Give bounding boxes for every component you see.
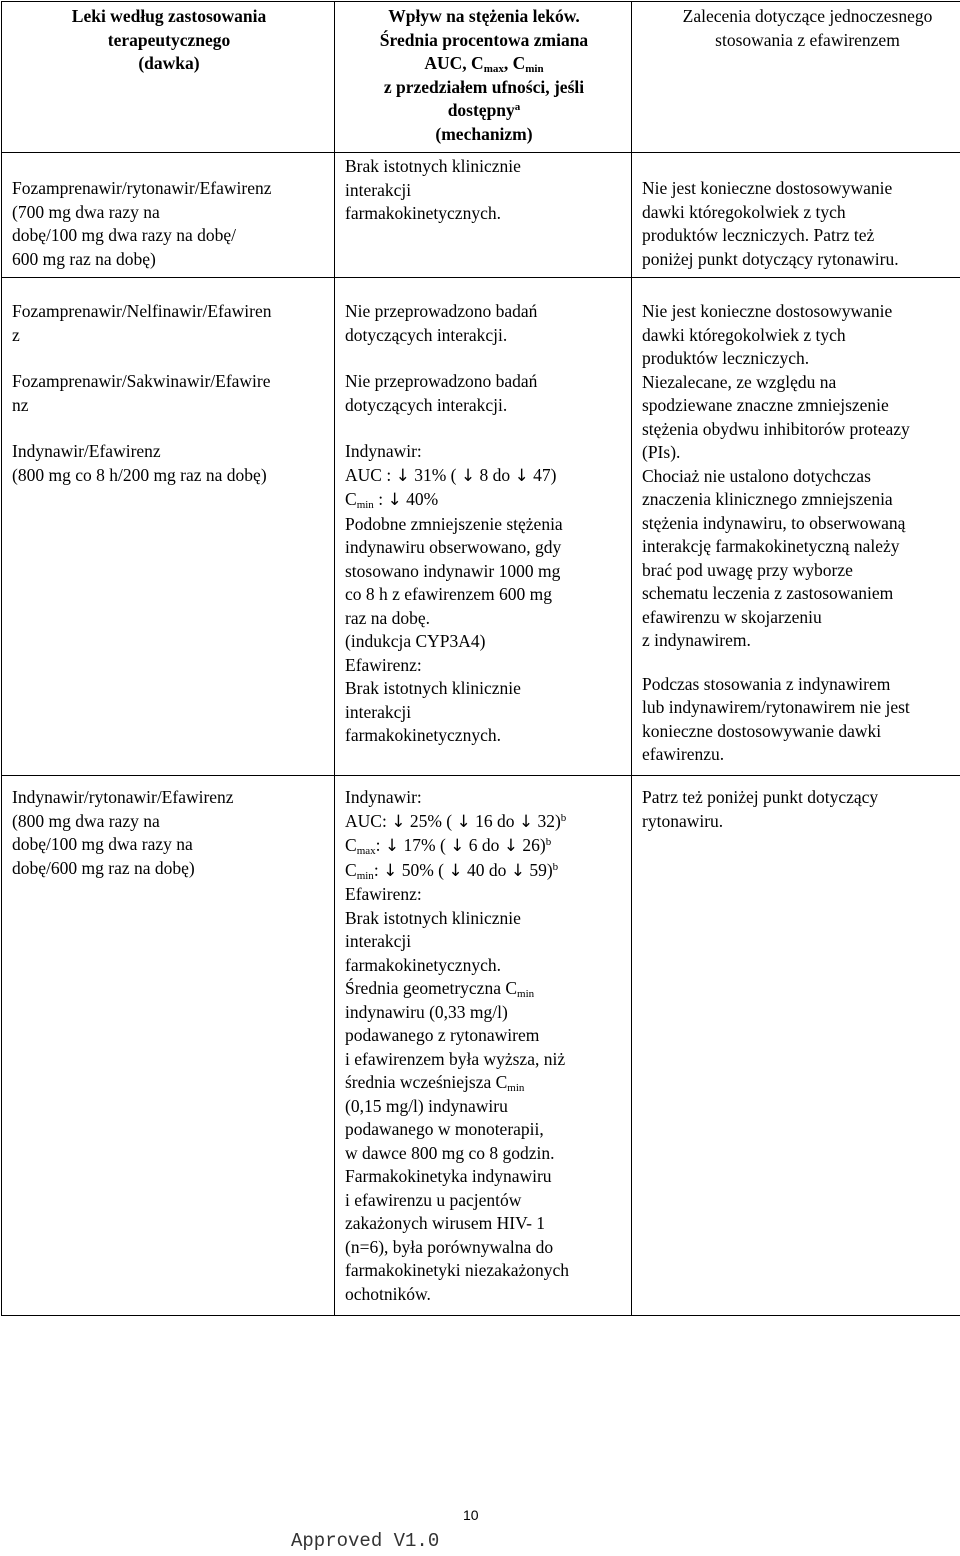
effect-text: interakcji xyxy=(345,931,412,951)
rec-text: poniżej punkt dotyczący rytonawiru. xyxy=(642,248,899,269)
cmax-line: $C_{max}$: ↓ 17% ( ↓ 6 do ↓ 26)$^b$ xyxy=(345,835,552,857)
drug-text: z xyxy=(12,324,20,345)
effect-text: Indynawir: xyxy=(345,441,422,461)
effect-text: dotyczących interakcji. xyxy=(345,324,508,345)
effect-text: raz na dobę. xyxy=(345,607,431,628)
down-arrow-icon: ↓ xyxy=(395,465,410,486)
effect-text: Podobne zmniejszenie stężenia xyxy=(345,513,563,534)
rec-text: produktów leczniczych. Patrz też xyxy=(642,225,875,245)
down-arrow-icon: ↓ xyxy=(391,811,406,832)
rec-text: produktów leczniczych. xyxy=(642,348,810,368)
drug-text: dobę/100 mg dwa razy na xyxy=(12,834,193,854)
effect-text: indynawiru (0,33 mg/l) xyxy=(345,1001,508,1022)
page-number: 10 xyxy=(463,1507,479,1523)
header-text: dostępny$^a$ xyxy=(447,100,521,120)
recommendation-cell xyxy=(632,776,960,1316)
rec-text: stężenia obydwu inhibitorów proteazy xyxy=(642,418,910,439)
effect-text: Nie przeprowadzono badań xyxy=(345,301,538,321)
header-text: Średnia procentowa zmiana xyxy=(379,29,589,50)
down-arrow-icon: ↓ xyxy=(510,860,525,881)
drug-text: Indynawir/rytonawir/Efawirenz xyxy=(12,787,234,807)
effect-text: ochotników. xyxy=(345,1283,431,1304)
down-arrow-icon: ↓ xyxy=(518,811,534,832)
auc-line: AUC : ↓ 31% ( ↓ 8 do ↓ 47) xyxy=(345,464,557,486)
rec-text: konieczne dostosowywanie dawki xyxy=(642,720,882,741)
effect-text: interakcji xyxy=(345,701,412,722)
drug-text: (700 mg dwa razy na xyxy=(12,201,160,222)
effect-text: indynawiru obserwowano, gdy xyxy=(345,537,562,557)
effect-text: farmakokinetycznych. xyxy=(345,954,501,975)
effect-text: stosowano indynawir 1000 mg xyxy=(345,560,561,581)
effect-cell xyxy=(335,278,632,776)
cmin-line: $C_{min}$: ↓ 50% ( ↓ 40 do ↓ 59)$^b$ xyxy=(345,859,559,882)
rec-text: brać pod uwagę przy wyborze xyxy=(642,559,853,580)
header-recommendations xyxy=(632,2,960,153)
rec-text: znaczenia klinicznego zmniejszenia xyxy=(642,489,893,509)
down-arrow-icon: ↓ xyxy=(503,836,519,856)
header-text: (dawka) xyxy=(138,53,200,73)
effect-text: (indukcja CYP3A4) xyxy=(345,631,486,651)
effect-text: Średnia geometryczna $C_{min}$ xyxy=(345,978,535,1000)
down-arrow-icon: ↓ xyxy=(448,860,463,881)
down-arrow-icon: ↓ xyxy=(514,465,529,486)
header-text: Zalecenia dotyczące jednoczesnego xyxy=(682,6,933,26)
effect-text: i efawirenzem była wyższa, niż xyxy=(345,1048,566,1069)
effect-text: i efawirenzu u pacjentów xyxy=(345,1189,522,1210)
rec-text: Podczas stosowania z indynawirem xyxy=(642,673,891,694)
effect-text: farmakokinetyki niezakażonych xyxy=(345,1260,569,1280)
rec-text: efawirenzu. xyxy=(642,744,725,764)
rec-text: efawirenzu w skojarzeniu xyxy=(642,606,822,627)
drug-cell xyxy=(2,776,335,1316)
rec-text: dawki któregokolwiek z tych xyxy=(642,324,846,345)
effect-text: dotyczących interakcji. xyxy=(345,394,508,415)
drug-text: nz xyxy=(12,394,29,415)
header-drugs xyxy=(2,2,335,153)
effect-text: Indynawir: xyxy=(345,787,422,807)
effect-cell xyxy=(335,776,632,1316)
drug-cell xyxy=(2,153,335,278)
table-row xyxy=(2,153,960,278)
effect-text: podawanego z rytonawirem xyxy=(345,1025,540,1045)
rec-text: lub indynawirem/rytonawirem nie jest xyxy=(642,697,910,717)
table-row xyxy=(2,278,960,776)
effect-text: zakażonych wirusem HIV- 1 xyxy=(345,1213,546,1233)
drug-text: Fozamprenawir/Sakwinawir/Efawire xyxy=(12,371,271,391)
effect-text: (n=6), była porównywalna do xyxy=(345,1236,554,1257)
effect-text: farmakokinetycznych. xyxy=(345,725,501,745)
drug-text: 600 mg raz na dobę) xyxy=(12,248,156,269)
rec-text: Niezalecane, ze względu na xyxy=(642,371,837,392)
rec-text: Patrz też poniżej punkt dotyczący xyxy=(642,787,879,807)
rec-text: interakcję farmakokinetyczną należy xyxy=(642,536,900,556)
effect-text: Brak istotnych klinicznie xyxy=(345,907,521,928)
header-text: z przedziałem ufności, jeśli xyxy=(383,76,585,97)
interaction-table xyxy=(1,1,960,1316)
rec-text: schematu leczenia z zastosowaniem xyxy=(642,583,894,603)
rec-text: Chociaż nie ustalono dotychczas xyxy=(642,465,871,486)
effect-text: Brak istotnych klinicznie xyxy=(345,678,521,698)
down-arrow-icon: ↓ xyxy=(450,836,465,856)
drug-text: Indynawir/Efawirenz xyxy=(12,441,161,461)
auc-line: AUC: ↓ 25% ( ↓ 16 do ↓ 32)$^b$ xyxy=(345,810,567,832)
header-row xyxy=(2,2,960,153)
header-text: Wpływ na stężenia leków. xyxy=(388,6,580,26)
approval-stamp: Approved V1.0 xyxy=(291,1530,440,1552)
rec-text: (PIs). xyxy=(642,442,681,462)
cmin-line: $C_{min}$ : ↓ 40% xyxy=(345,489,439,511)
recommendation-cell xyxy=(632,153,960,278)
down-arrow-icon: ↓ xyxy=(456,811,471,832)
down-arrow-icon: ↓ xyxy=(384,836,400,856)
rec-text: dawki któregokolwiek z tych xyxy=(642,201,846,222)
effect-text: Farmakokinetyka indynawiru xyxy=(345,1166,552,1186)
rec-text: z indynawirem. xyxy=(642,630,751,650)
effect-text: Efawirenz: xyxy=(345,654,422,675)
recommendation-cell xyxy=(632,278,960,776)
rec-text: rytonawiru. xyxy=(642,810,724,831)
drug-text: dobę/600 mg raz na dobę) xyxy=(12,857,195,878)
table-row xyxy=(2,776,960,1316)
effect-text: w dawce 800 mg co 8 godzin. xyxy=(345,1142,555,1163)
drug-text: Fozamprenawir/rytonawir/Efawirenz xyxy=(12,178,272,198)
header-text: stosowania z efawirenzem xyxy=(715,29,900,50)
header-effect xyxy=(335,2,632,153)
down-arrow-icon: ↓ xyxy=(460,465,476,486)
drug-cell xyxy=(2,278,335,776)
effect-text: farmakokinetycznych. xyxy=(345,203,501,223)
effect-text: podawanego w monoterapii, xyxy=(345,1119,544,1139)
header-text: (mechanizm) xyxy=(435,123,533,144)
effect-text: interakcji xyxy=(345,179,412,200)
drug-text: Fozamprenawir/Nelfinawir/Efawiren xyxy=(12,301,272,321)
effect-text: średnia wcześniejsza $C_{min}$ xyxy=(345,1072,525,1094)
effect-text: Brak istotnych klinicznie xyxy=(345,156,521,176)
drug-text: (800 mg co 8 h/200 mg raz na dobę) xyxy=(12,464,267,485)
rec-text: spodziewane znaczne zmniejszenie xyxy=(642,395,889,415)
header-text: terapeutycznego xyxy=(107,29,231,50)
rec-text: stężenia indynawiru, to obserwowaną xyxy=(642,512,906,533)
header-text: AUC, $C_{max}$, $C_{min}$ xyxy=(424,53,544,75)
effect-text: Efawirenz: xyxy=(345,884,422,904)
effect-text: co 8 h z efawirenzem 600 mg xyxy=(345,584,553,604)
down-arrow-icon: ↓ xyxy=(387,490,402,510)
effect-text: Nie przeprowadzono badań xyxy=(345,371,538,391)
down-arrow-icon: ↓ xyxy=(383,860,398,881)
drug-text: dobę/100 mg dwa razy na dobę/ xyxy=(12,225,237,245)
header-text: Leki według zastosowania xyxy=(71,6,267,26)
effect-cell xyxy=(335,153,632,278)
drug-text: (800 mg dwa razy na xyxy=(12,810,160,831)
rec-text: Nie jest konieczne dostosowywanie xyxy=(642,178,893,198)
rec-text: Nie jest konieczne dostosowywanie xyxy=(642,301,893,321)
effect-text: (0,15 mg/l) indynawiru xyxy=(345,1095,508,1116)
